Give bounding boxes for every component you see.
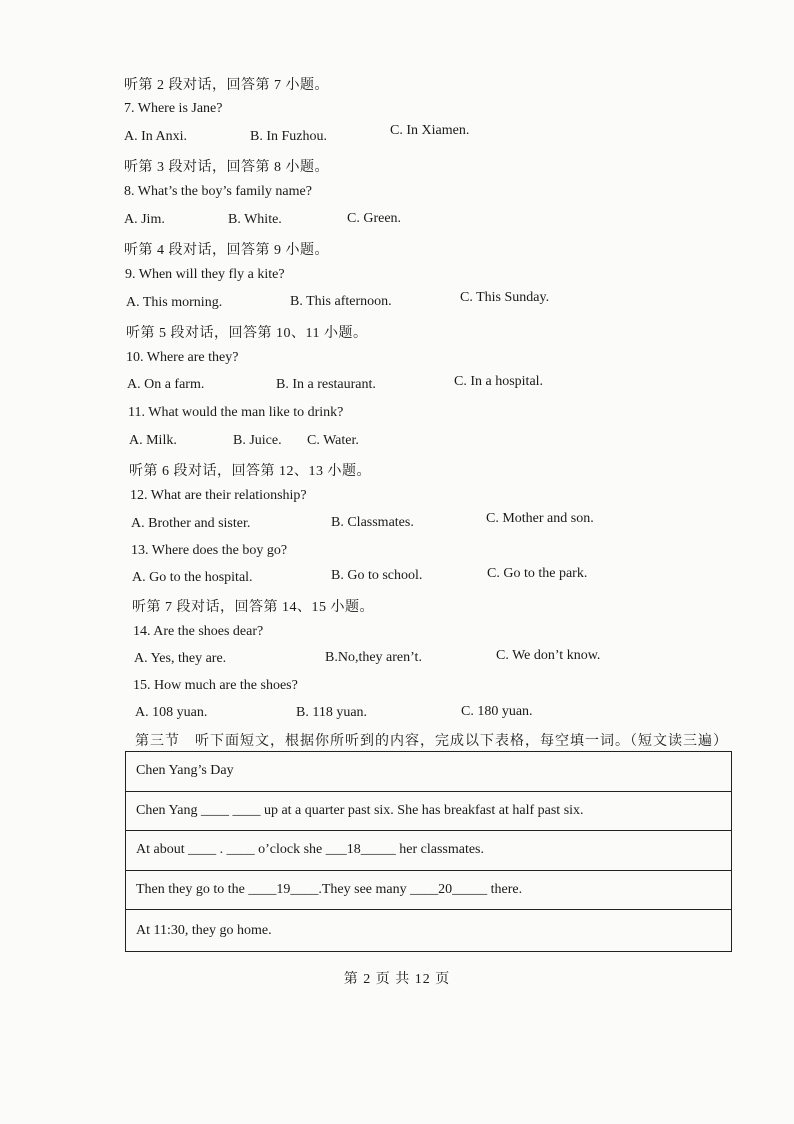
table-cell: At about ____ . ____ o’clock she ___18_____ her classmates.	[136, 842, 484, 858]
question-9: 9. When will they fly a kite?	[125, 267, 285, 282]
question-13: 13. Where does the boy go?	[131, 543, 288, 558]
q9-option-a: A. This morning.	[126, 295, 223, 310]
question-15: 15. How much are the shoes?	[133, 678, 298, 693]
dialogue-4-instruction: 听第 4 段对话，回答第 9 小题。	[124, 243, 329, 258]
q10-option-c: C. In a hospital.	[454, 374, 544, 389]
table-row	[126, 831, 731, 871]
table-row	[126, 871, 731, 911]
q15-option-c: C. 180 yuan.	[461, 704, 533, 719]
q14-option-c: C. We don’t know.	[496, 648, 601, 663]
table-cell: Then they go to the ____19____.They see many ____20_____ there.	[136, 881, 523, 897]
q7-option-b: B. In Fuzhou.	[250, 129, 327, 144]
dialogue-3-instruction: 听第 3 段对话，回答第 8 小题。	[124, 160, 329, 175]
q13-option-c: C. Go to the park.	[487, 566, 588, 581]
dialogue-2-instruction: 听第 2 段对话，回答第 7 小题。	[124, 78, 329, 93]
q14-option-a: A. Yes, they are.	[134, 651, 227, 666]
q14-option-b: B.No,they aren’t.	[325, 650, 422, 665]
question-12: 12. What are their relationship?	[130, 488, 307, 503]
q10-option-b: B. In a restaurant.	[276, 377, 376, 392]
table-row	[126, 752, 731, 792]
question-8: 8. What’s the boy’s family name?	[124, 184, 312, 199]
question-14: 14. Are the shoes dear?	[133, 624, 264, 639]
table-cell: Chen Yang ____ ____ up at a quarter past six. She has breakfast at half past six.	[136, 802, 584, 818]
table-title: Chen Yang’s Day	[136, 763, 234, 779]
table-row	[126, 792, 731, 832]
q13-option-a: A. Go to the hospital.	[132, 570, 253, 585]
table-cell: At 11:30, they go home.	[136, 922, 272, 938]
q8-option-c: C. Green.	[347, 211, 402, 226]
q9-option-b: B. This afternoon.	[290, 294, 392, 309]
question-7: 7. Where is Jane?	[124, 101, 223, 116]
question-11: 11. What would the man like to drink?	[128, 405, 344, 420]
q8-option-a: A. Jim.	[124, 212, 165, 227]
q8-option-b: B. White.	[228, 212, 282, 227]
dialogue-7-instruction: 听第 7 段对话，回答第 14、15 小题。	[132, 600, 374, 615]
q7-option-a: A. In Anxi.	[124, 129, 187, 144]
dialogue-5-instruction: 听第 5 段对话，回答第 10、11 小题。	[126, 326, 368, 341]
question-10: 10. Where are they?	[126, 350, 239, 365]
section-3-heading: 第三节 听下面短文，根据你所听到的内容，完成以下表格，每空填一词。（短文读三遍）	[135, 734, 728, 749]
dialogue-6-instruction: 听第 6 段对话，回答第 12、13 小题。	[129, 464, 371, 479]
q13-option-b: B. Go to school.	[331, 568, 423, 583]
q15-option-b: B. 118 yuan.	[296, 705, 368, 720]
q10-option-a: A. On a farm.	[127, 377, 205, 392]
q11-option-b: B. Juice.	[233, 433, 282, 448]
q12-option-a: A. Brother and sister.	[131, 516, 251, 531]
q9-option-c: C. This Sunday.	[460, 290, 550, 305]
q11-option-a: A. Milk.	[129, 433, 177, 448]
q12-option-b: B. Classmates.	[331, 515, 414, 530]
table-row	[126, 910, 731, 951]
page-number-footer: 第 2 页 共 12 页	[343, 972, 451, 987]
q7-option-c: C. In Xiamen.	[390, 123, 470, 138]
q12-option-c: C. Mother and son.	[486, 511, 594, 526]
q15-option-a: A. 108 yuan.	[135, 705, 208, 720]
q11-option-c: C. Water.	[307, 433, 359, 448]
fill-in-table	[125, 751, 732, 952]
